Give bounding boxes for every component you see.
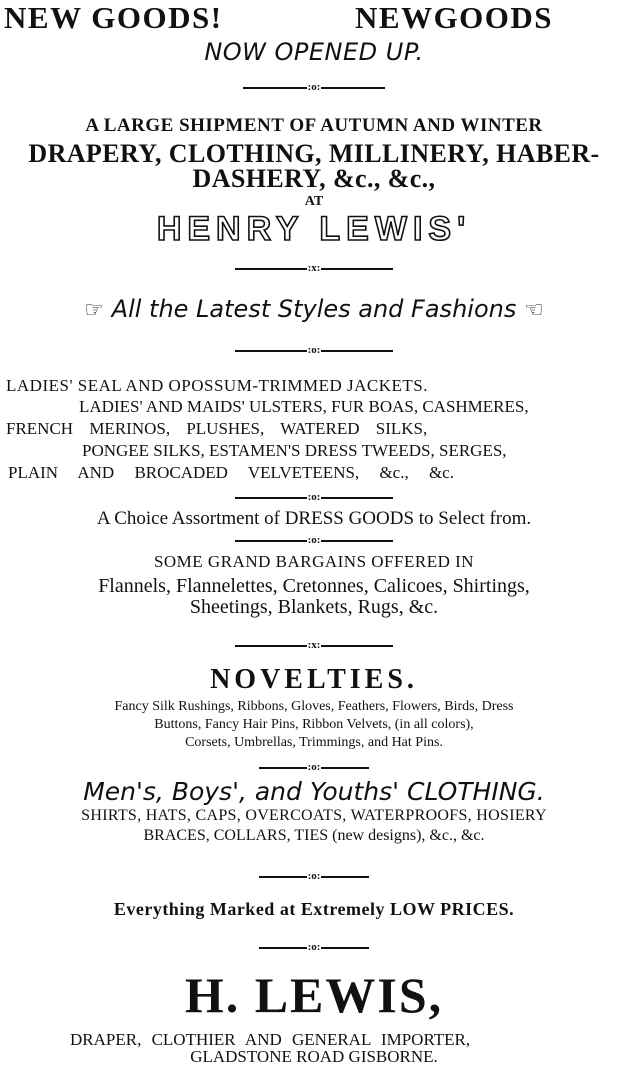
bargains-heading: SOME GRAND BARGAINS OFFERED IN: [153, 552, 475, 571]
divider: :o:: [0, 762, 628, 773]
novelties-line-1: Fancy Silk Rushings, Ribbons, Gloves, Feathers, Flowers, Birds, Dress: [114, 699, 514, 714]
footer-line-1: DRAPER, CLOTHIER AND GENERAL IMPORTER,: [70, 1030, 471, 1049]
divider: :o:: [0, 942, 628, 953]
intro-line: A LARGE SHIPMENT OF AUTUMN AND WINTER: [85, 115, 543, 136]
divider: :o:: [0, 871, 628, 882]
drapery-line: DRAPERY, CLOTHING, MILLINERY, HABER-: [28, 139, 600, 168]
clothing-heading: Men's, Boys', and Youths' CLOTHING.: [83, 777, 545, 806]
latest-styles: All the Latest Styles and Fashions: [111, 295, 517, 323]
dress-goods-line: A Choice Assortment of DRESS GOODS to Select from.: [96, 508, 532, 529]
novelties-line-2: Buttons, Fancy Hair Pins, Ribbon Velvets, (in all colors),: [154, 717, 474, 732]
headline: [0, 2, 628, 36]
ladies-line-5: PLAIN AND BROCADED VELVETEENS, &c., &c.: [8, 463, 454, 482]
divider: :x:: [0, 640, 628, 651]
ladies-line-2: LADIES' AND MAIDS' ULSTERS, FUR BOAS, CASHMERES,: [79, 397, 529, 416]
clothing-line-2: BRACES, COLLARS, TIES (new designs), &c., &c.: [143, 827, 485, 844]
latest-styles-row: [0, 297, 628, 322]
divider: :o:: [0, 492, 628, 503]
low-prices-line: Everything Marked at Extremely LOW PRICES.: [113, 899, 515, 919]
divider: :o:: [0, 535, 628, 546]
novelties-line-3: Corsets, Umbrellas, Trimmings, and Hat Pins.: [185, 735, 443, 750]
at-word: AT: [304, 194, 324, 209]
novelties-heading: NOVELTIES.: [210, 664, 418, 695]
subheadline: NOW OPENED UP.: [204, 38, 424, 66]
ladies-line-3: FRENCH MERINOS, PLUSHES, WATERED SILKS,: [6, 419, 428, 438]
pointing-hand-icon: ☞: [84, 298, 105, 323]
divider: :o:: [0, 82, 628, 93]
headline-right: NEWGOODS: [355, 0, 554, 35]
ladies-line-1: LADIES' SEAL AND OPOSSUM-TRIMMED JACKETS.: [6, 376, 428, 395]
ladies-line-4: PONGEE SILKS, ESTAMEN'S DRESS TWEEDS, SERGES,: [82, 441, 507, 460]
divider: :x:: [0, 263, 628, 274]
store-name: HENRY LEWIS': [156, 210, 472, 248]
bargains-line-1: Flannels, Flannelettes, Cretonnes, Calicoes, Shirtings,: [98, 575, 530, 597]
proprietor-name: H. LEWIS,: [184, 967, 444, 1023]
pointing-hand-icon: ☞: [523, 298, 544, 323]
divider: :o:: [0, 345, 628, 356]
headline-left: NEW GOODS!: [4, 0, 223, 35]
bargains-line-2: Sheetings, Blankets, Rugs, &c.: [189, 596, 439, 618]
clothing-line-1: SHIRTS, HATS, CAPS, OVERCOATS, WATERPROOFS, HOSIERY: [81, 807, 547, 824]
dashery-line: DASHERY, &c., &c.,: [192, 164, 436, 193]
footer-line-2: GLADSTONE ROAD GISBORNE.: [190, 1047, 438, 1066]
